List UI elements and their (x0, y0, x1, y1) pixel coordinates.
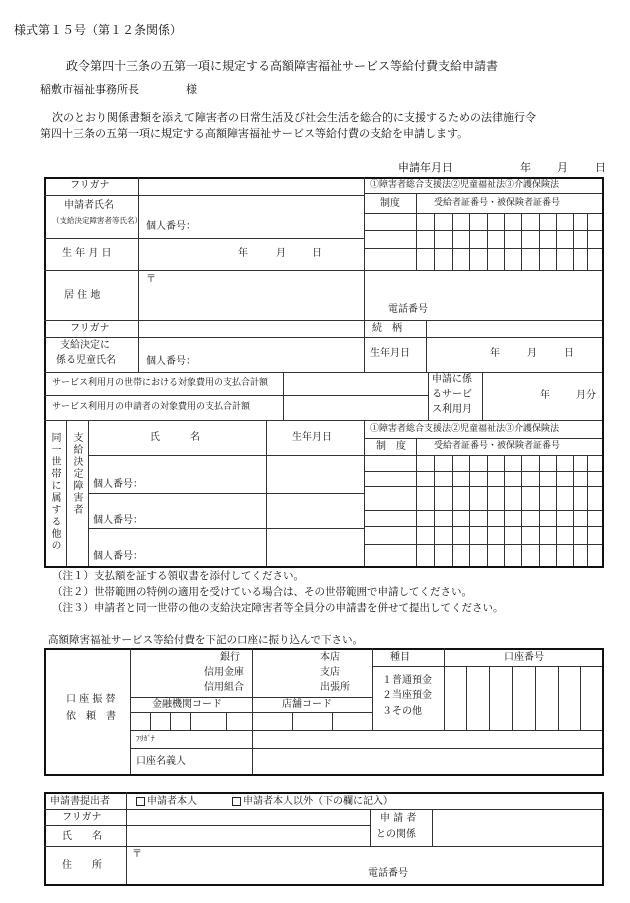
applicant-name-field[interactable] (139, 196, 363, 237)
form-number: 様式第１５号（第１２条関係） (14, 23, 183, 37)
applicant-phone: 電話番号 (388, 304, 428, 315)
household-member-3-field[interactable] (89, 529, 265, 565)
branch-name-field[interactable] (253, 649, 371, 696)
child-relation-field[interactable] (427, 321, 601, 336)
submitter-postal: 〒 (132, 849, 142, 860)
account-number-header: 口座番号 (504, 652, 544, 663)
date-day[interactable]: 日 (595, 161, 606, 174)
household-birth-header: 生年月日 (292, 432, 332, 443)
household-side-outer: 同一世帯に属する他の (49, 432, 60, 552)
household-law-header: ①障害者総合支援法②児童福祉法③介護保険法 (370, 424, 560, 434)
service-month-part: 月分 (576, 390, 596, 401)
holder-furigana-label: ﾌﾘｶﾞﾅ (136, 734, 155, 743)
submitter-relation-field[interactable] (433, 810, 601, 845)
bank-side-2: 依 頼 書 (66, 711, 116, 722)
applicant-cert-header: 受給者証番号・被保険者証番号 (434, 198, 561, 208)
page-title: 政令第四十三条の五第一項に規定する高額障害福祉サービス等給付費支給申請書 (66, 59, 499, 73)
intro-line-2: 第四十三条の五第一項に規定する高額障害福祉サービス等給付費の支給を申請します。 (40, 127, 469, 140)
child-relation-label: 続 柄 (372, 323, 402, 334)
child-name-label-1: 支給決定に (60, 340, 110, 351)
applicant-total-label: サービス利用月の申請者の対象費用の支払合計額 (52, 402, 251, 412)
service-month-label-2: るサービ (432, 389, 472, 400)
applicant-furigana-label: フリガナ (70, 180, 110, 191)
applicant-personal-no: 個人番号： (146, 221, 196, 232)
household-cert-header: 受給者証番号・被保険者証番号 (434, 441, 561, 451)
household-member-1-field[interactable] (89, 456, 265, 492)
recipient-suffix: 様 (186, 83, 197, 96)
household-name-header: 氏 名 (150, 432, 200, 443)
account-kind-header: 種目 (390, 652, 410, 663)
applicant-seido: 制度 (380, 198, 400, 209)
submitter-phone: 電話番号 (368, 868, 408, 879)
household-member-2-field[interactable] (89, 494, 265, 527)
submitter-name-label: 氏 名 (62, 831, 102, 842)
account-kind-1[interactable]: １普通預金 (382, 675, 432, 686)
holder-furigana-field[interactable] (253, 731, 601, 747)
applicant-name-label: 申請者氏名 (64, 200, 114, 211)
child-birth-day: 日 (564, 348, 574, 359)
submitter-option-other[interactable]: 申請者本人以外（下の欄に記入） (232, 796, 393, 808)
branch-type-shucho: 出張所 (320, 682, 350, 693)
account-kind-2[interactable]: ２当座預金 (382, 690, 432, 701)
household-seido: 制 度 (376, 441, 406, 452)
applicant-name-sub: （支給決定障害者等氏名） (52, 216, 142, 225)
checkbox-icon[interactable] (232, 797, 241, 806)
child-birth-year: 年 (490, 348, 500, 359)
date-label: 申請年月日 (398, 161, 453, 174)
bank-type-kumiai: 信用組合 (204, 682, 244, 693)
household-personal-no-3: 個人番号： (93, 551, 143, 562)
household-total-label: サービス利用月の世帯における対象費用の支払合計額 (52, 378, 269, 388)
branch-type-shiten: 支店 (320, 667, 340, 678)
date-year[interactable]: 年 (520, 161, 531, 174)
bank-side-1: 口 座 振 替 (66, 694, 116, 705)
child-name-label-2: 係る児童氏名 (56, 355, 116, 366)
recipient: 稲敷市福祉事務所長 (40, 83, 139, 96)
intro-line-1: 次のとおり関係書類を添えて障害者の日常生活及び社会生活を総合的に支援するための法律施行令 (52, 111, 536, 124)
applicant-total-field[interactable] (284, 396, 427, 419)
applicant-address-label: 居 住 地 (64, 290, 101, 301)
submitter-furigana-label: フリガナ (62, 812, 102, 823)
applicant-furigana-field[interactable] (139, 178, 363, 194)
submitter-relation-label-1: 申 請 者 (380, 813, 417, 824)
bank-type-shinkin: 信用金庫 (204, 667, 244, 678)
applicant-law-header: ①障害者総合支援法②児童福祉法③介護保険法 (370, 180, 560, 190)
submitter-name-field[interactable] (127, 826, 369, 845)
applicant-postal: 〒 (146, 274, 156, 285)
applicant-birth-month: 月 (276, 248, 286, 259)
child-birth-month: 月 (527, 348, 537, 359)
child-birth-label: 生年月日 (370, 348, 410, 359)
note-2: （注２）世帯範囲の特例の適用を受けている場合は、その世帯範囲で申請してください。 (52, 586, 472, 598)
date-month[interactable]: 月 (557, 161, 568, 174)
submitter-address-label: 住 所 (62, 860, 102, 871)
service-month-label-3: ス利用月 (432, 404, 472, 415)
branch-code-label: 店舗コード (282, 699, 332, 710)
child-personal-no: 個人番号： (146, 356, 196, 367)
household-personal-no-2: 個人番号： (93, 515, 143, 526)
holder-name-field[interactable] (253, 749, 601, 773)
note-1: （注１）支払額を証する領収書を添付してください。 (52, 570, 304, 582)
holder-label: 口座名義人 (136, 756, 186, 767)
service-year: 年 (540, 390, 550, 401)
child-name-field[interactable] (139, 321, 363, 371)
submitter-label: 申請書提出者 (50, 796, 110, 807)
service-month-label-1: 申請に係 (432, 374, 472, 385)
note-3: （注３）申請者と同一世帯の他の支給決定障害者等全員分の申請書を併せて提出してください。 (52, 602, 504, 614)
bank-code-label: 金融機関コード (152, 699, 222, 710)
submitter-address-field[interactable] (127, 847, 601, 883)
applicant-cert-grid[interactable] (365, 214, 601, 269)
submitter-option-self[interactable]: 申請者本人 (136, 796, 197, 808)
household-personal-no-1: 個人番号： (93, 479, 143, 490)
applicant-address-field[interactable] (139, 271, 601, 319)
account-kind-3[interactable]: ３その他 (382, 706, 422, 717)
applicant-birth-day: 日 (312, 248, 322, 259)
bank-name-field[interactable] (131, 649, 251, 696)
account-number-grid[interactable] (445, 667, 601, 729)
bank-intro: 高額障害福祉サービス等給付費を下記の口座に振り込んで下さい。 (48, 634, 363, 646)
bank-type-bank: 銀行 (220, 652, 240, 663)
branch-type-honten: 本店 (320, 652, 340, 663)
household-side-inner: 支給決定障害者 (71, 432, 82, 516)
submitter-furigana-field[interactable] (127, 810, 369, 824)
submitter-relation-label-2: との関係 (376, 829, 416, 840)
checkbox-icon[interactable] (136, 797, 145, 806)
applicant-birth-label: 生 年 月 日 (62, 248, 112, 259)
household-total-field[interactable] (284, 373, 427, 394)
child-furigana-label: フリガナ (70, 323, 110, 334)
applicant-birth-year: 年 (238, 248, 248, 259)
